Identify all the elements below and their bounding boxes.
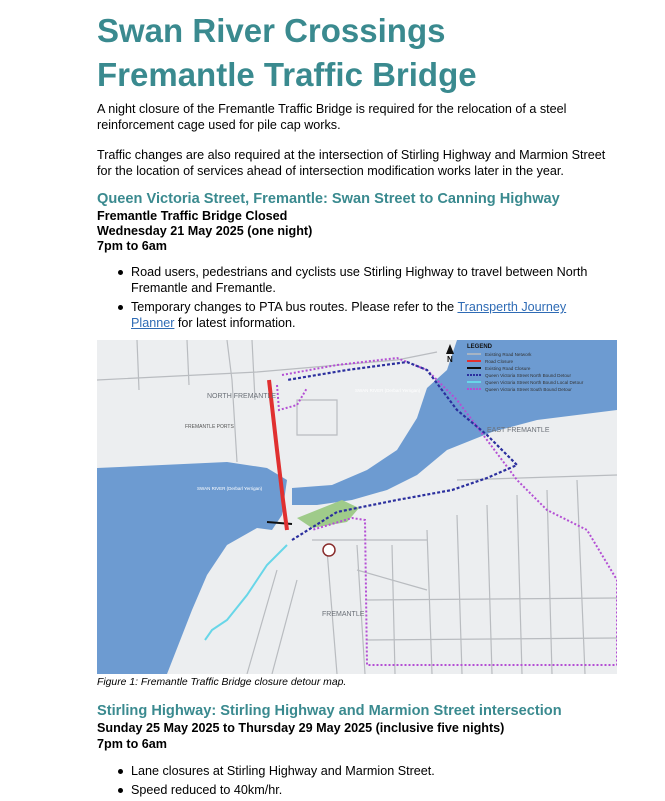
bullet-text-post: for latest information.: [174, 316, 296, 330]
page-title: [97, 9, 637, 97]
section-1-bullets: [97, 264, 597, 334]
bullet-text: Lane closures at Stirling Highway and Marmion Street.: [131, 764, 435, 778]
legend-item-3: Queen Victoria Street North Bound Detour: [485, 373, 571, 378]
label-swan-river-2: SWAN RIVER (Derbarl Yerrigan): [197, 486, 263, 491]
journey-planner-link[interactable]: Transperth Journey Planner: [131, 300, 567, 330]
label-fremantle-ports: FREMANTLE PORTS: [185, 424, 234, 430]
list-item: [97, 264, 597, 296]
detour-map-svg: [97, 340, 617, 674]
list-item: [97, 782, 597, 798]
legend-title: LEGEND: [467, 344, 493, 350]
section-2-line-1: Sunday 25 May 2025 to Thursday 29 May 2025 (inclusive five nights): [97, 721, 505, 735]
section-1-line-1: Fremantle Traffic Bridge Closed: [97, 209, 288, 223]
list-item: [97, 299, 597, 331]
roundabout-icon: [323, 544, 335, 556]
legend-item-1: Road Closure: [485, 359, 514, 364]
section-1-line-3: 7pm to 6am: [97, 239, 167, 253]
bullet-text-pre: Temporary changes to PTA bus routes. Please refer to the: [131, 300, 458, 314]
section-1-heading: Queen Victoria Street, Fremantle: Swan Street to Canning Highway: [97, 191, 560, 207]
section-2-heading: Stirling Highway: Stirling Highway and Marmion Street intersection: [97, 703, 562, 719]
intro-paragraph-1: A night closure of the Fremantle Traffic Bridge is required for the relocation of a steel reinforcement cage used for pile cap works.: [97, 102, 567, 132]
north-label: N: [447, 355, 453, 364]
figure-caption: Figure 1: Fremantle Traffic Bridge closure detour map.: [97, 677, 347, 688]
label-swan-river-1: SWAN RIVER (Derbarl Yerrigan): [355, 388, 421, 393]
legend-item-2: Existing Road Closure: [485, 366, 531, 371]
legend-item-4: Queen Victoria Street North Bound Local Detour: [485, 380, 584, 385]
list-item: [97, 763, 597, 779]
title-line-2: Fremantle Traffic Bridge: [97, 56, 477, 93]
section-2-line-2: 7pm to 6am: [97, 737, 167, 751]
bullet-text: Road users, pedestrians and cyclists use Stirling Highway to travel between North Fremantle and Fremantle.: [131, 265, 588, 295]
label-east-fremantle: EAST FREMANTLE: [487, 427, 550, 434]
section-2-bullets: [97, 763, 597, 801]
detour-map: [97, 340, 617, 674]
section-1-line-2: Wednesday 21 May 2025 (one night): [97, 224, 313, 238]
label-north-fremantle: NORTH FREMANTLE: [207, 393, 277, 400]
label-fremantle: FREMANTLE: [322, 611, 365, 618]
legend-item-5: Queen Victoria Street South Bound Detour: [485, 387, 572, 392]
title-line-1: Swan River Crossings: [97, 12, 446, 49]
intro-paragraph-2: Traffic changes are also required at the intersection of Stirling Highway and Marmion Street for the location of services ahead of intersection modification works later in the year.: [97, 148, 606, 178]
bullet-text: Speed reduced to 40km/hr.: [131, 783, 283, 797]
legend-item-0: Existing Road Network: [485, 352, 532, 357]
